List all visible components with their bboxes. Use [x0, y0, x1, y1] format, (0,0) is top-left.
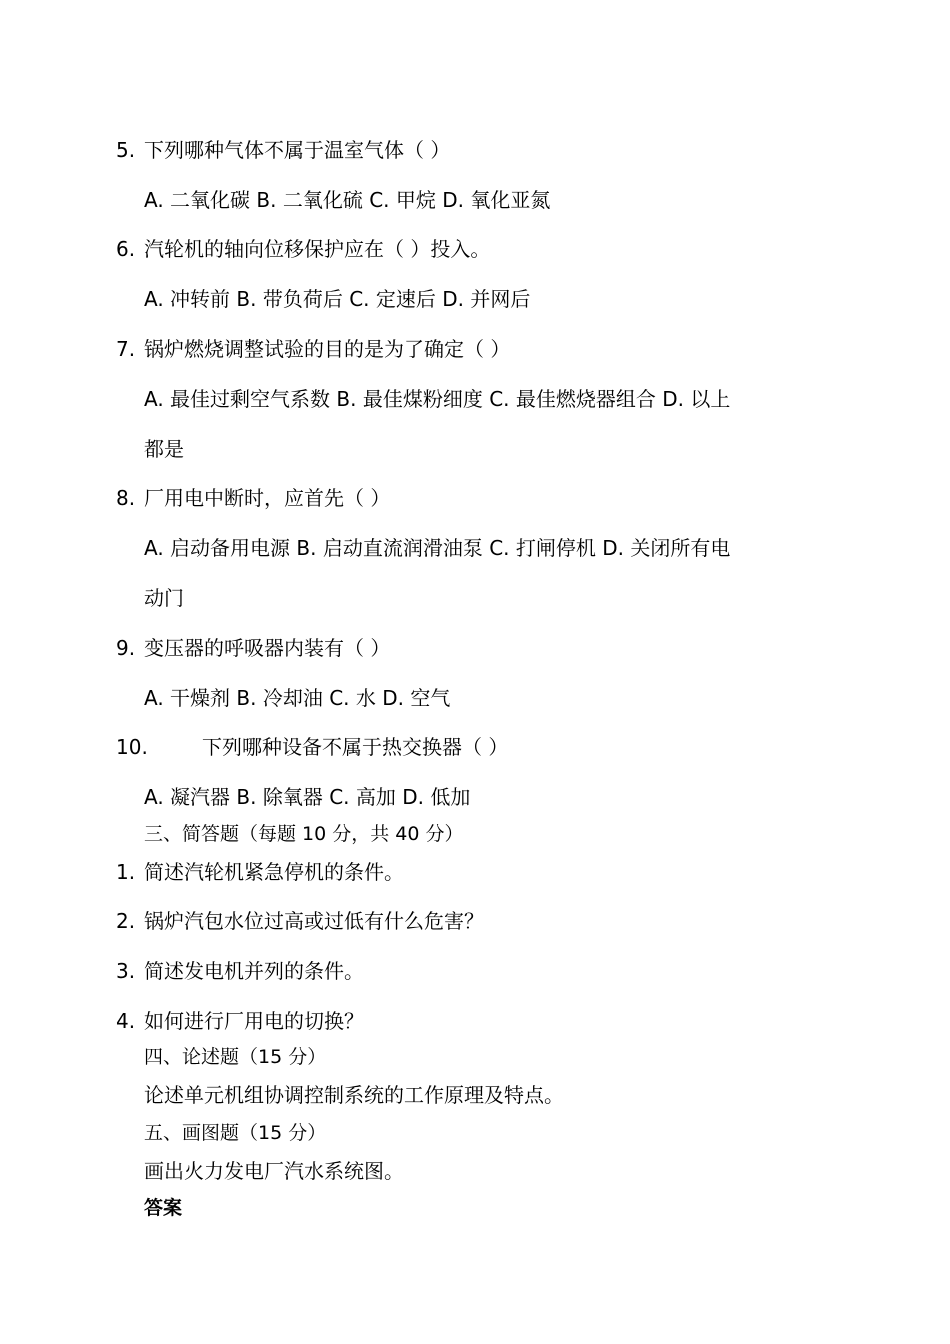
question-9-options: A. 干燥剂 B. 冷却油 C. 水 D. 空气	[144, 686, 451, 710]
question-6	[116, 235, 490, 263]
question-6-options: A. 冲转前 B. 带负荷后 C. 定速后 D. 并网后	[144, 287, 531, 311]
short-answer-4	[116, 1007, 364, 1035]
section-5-text: 画出火力发电厂汽水系统图。	[144, 1159, 404, 1183]
question-5	[116, 136, 450, 164]
question-number: 2.	[116, 909, 136, 933]
section-4-text: 论述单元机组协调控制系统的工作原理及特点。	[144, 1083, 564, 1107]
question-8-options-cont: 动门	[144, 586, 184, 610]
question-8	[116, 484, 390, 512]
section-3-title: 三、简答题（每题 10 分，共 40 分）	[144, 823, 464, 845]
question-number: 7.	[116, 337, 136, 361]
question-number: 9.	[116, 636, 136, 660]
short-answer-3	[116, 957, 364, 985]
short-answer-2	[116, 907, 484, 935]
question-text: 锅炉汽包水位过高或过低有什么危害？	[144, 909, 484, 933]
question-text: 锅炉燃烧调整试验的目的是为了确定（ ）	[144, 337, 511, 361]
answer-heading: 答案	[144, 1197, 183, 1219]
question-text: 简述发电机并列的条件。	[144, 959, 364, 983]
question-number: 1.	[116, 860, 136, 884]
question-7-options: A. 最佳过剩空气系数 B. 最佳煤粉细度 C. 最佳燃烧器组合 D. 以上	[144, 387, 731, 411]
question-number: 4.	[116, 1009, 136, 1033]
question-7	[116, 335, 510, 363]
question-10-options: A. 凝汽器 B. 除氧器 C. 高加 D. 低加	[144, 785, 471, 809]
question-number: 5.	[116, 138, 136, 162]
question-text: 下列哪种气体不属于温室气体（ ）	[144, 138, 451, 162]
question-text: 简述汽轮机紧急停机的条件。	[144, 860, 404, 884]
question-8-options: A. 启动备用电源 B. 启动直流润滑油泵 C. 打闸停机 D. 关闭所有电	[144, 536, 731, 560]
question-number: 6.	[116, 237, 136, 261]
question-text: 如何进行厂用电的切换？	[144, 1009, 364, 1033]
question-text: 下列哪种设备不属于热交换器（ ）	[202, 735, 509, 759]
question-9	[116, 634, 390, 662]
question-text: 厂用电中断时，应首先（ ）	[144, 486, 391, 510]
question-text: 汽轮机的轴向位移保护应在（ ）投入。	[144, 237, 491, 261]
question-5-options: A. 二氧化碳 B. 二氧化硫 C. 甲烷 D. 氧化亚氮	[144, 188, 551, 212]
section-5-title: 五、画图题（15 分）	[144, 1122, 327, 1144]
question-number: 3.	[116, 959, 136, 983]
question-number: 10.	[116, 735, 148, 759]
short-answer-1	[116, 858, 404, 886]
question-text: 变压器的呼吸器内装有（ ）	[144, 636, 391, 660]
question-7-options-cont: 都是	[144, 437, 184, 461]
section-4-title: 四、论述题（15 分）	[144, 1046, 327, 1068]
question-number: 8.	[116, 486, 136, 510]
question-10	[116, 733, 508, 761]
